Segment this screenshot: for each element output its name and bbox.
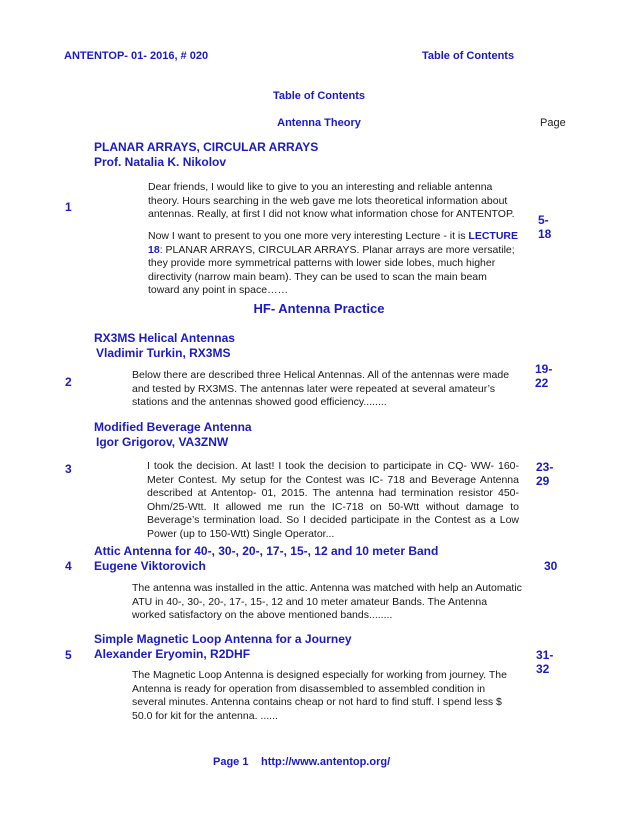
section-hf-practice: HF- Antenna Practice (253, 301, 385, 316)
entry-description: The Magnetic Loop Antenna is designed especially for working from journey. The Antenna is ready for operation from disassembled to assembled condition in several minutes. Antenna contains cheap or not hard to find stuff. I spend less $ 50.0 for kit for the antenna. ...... (132, 669, 507, 722)
entry-pages[interactable]: 19- 22 (535, 362, 553, 390)
header-section: Table of Contents (422, 50, 515, 62)
entry-title[interactable]: RX3MS Helical Antennas (94, 331, 235, 345)
entry-author: Alexander Eryomin, R2DHF (94, 647, 251, 661)
entry-description: The antenna was installed in the attic. Antenna was matched with help an Automatic ATU in 40-, 30-, 20-, 17-, 15-, 12 and 10 meter amateur Bands. The Antenna worked satisfactory on the above mentioned bands........ (132, 582, 522, 622)
footer-page-number: Page 1 (213, 756, 249, 768)
entry-author: Vladimir Turkin, RX3MS (96, 346, 231, 360)
entry-title[interactable]: Modified Beverage Antenna (94, 420, 252, 434)
toc-title: Table of Contents (272, 90, 366, 102)
entry-title[interactable]: Attic Antenna for 40-, 30-, 20-, 17-, 15-, 12 and 10 meter Band (94, 544, 439, 558)
header-issue: ANTENTOP- 01- 2016, # 020 (64, 50, 209, 62)
entry-title[interactable]: PLANAR ARRAYS, CIRCULAR ARRAYS (94, 140, 319, 154)
page-column-label: Page (540, 117, 566, 129)
entry-number: 5 (65, 648, 72, 662)
section-antenna-theory: Antenna Theory (277, 117, 361, 129)
entry-author: Eugene Viktorovich (94, 559, 206, 573)
footer-url-link[interactable]: http://www.antentop.org/ (261, 756, 391, 768)
entry-number: 2 (65, 375, 72, 389)
entry-number: 4 (65, 559, 72, 573)
entry-author: Prof. Natalia K. Nikolov (94, 155, 227, 169)
entry-description: Dear friends, I would like to give to you an interesting and reliable antenna theory. Hours searching in the web gave me lots theoretical information about antennas. Really, at first I did not know what information chose for ANTENTOP. (148, 181, 515, 221)
entry-description: I took the decision. At last! I took the decision to participate in CQ- WW- 160- Meter Contest. My setup for the Contest was IC- 718 and Beverage Antenna described at Antentop- 01, 2015. The antenna had termination resistor 450- Ohm/25-Wtt. It allowed me run the IC-718 on 50-Wtt without damage to Beverage’s termination load. So I decided participate in the Contest as a Low Power (up to 150-Wtt) Single Operator... (147, 460, 519, 540)
entry-number: 1 (65, 200, 72, 214)
entry-description-2 (148, 230, 520, 298)
entry-description-2-prefix: Now I want to present to you one more very interesting Lecture - it is (148, 230, 466, 242)
entry-title[interactable]: Simple Magnetic Loop Antenna for a Journey (94, 632, 352, 646)
entry-number: 3 (65, 462, 72, 476)
entry-description: Below there are described three Helical Antennas. All of the antennas were made and tested by RX3MS. The antennas later were repeated at several amateur’s stations and the antennas showed good efficiency........ (132, 369, 510, 409)
entry-pages[interactable]: 23- 29 (536, 460, 554, 488)
entry-pages[interactable]: 5- 18 (538, 213, 552, 241)
entry-description-2-suffix: : PLANAR ARRAYS, CIRCULAR ARRAYS. Planar arrays are more versatile; they provide more symmetrical patterns with lower side lobes, much higher directivity (narrow main beam). They can be used to scan the main beam toward any point in space…… (148, 243, 515, 297)
lecture-highlight: LECTURE 18 (148, 230, 518, 256)
entry-author: Igor Grigorov, VA3ZNW (96, 435, 229, 449)
entry-pages[interactable]: 31- 32 (536, 648, 554, 676)
entry-pages[interactable]: 30 (544, 559, 558, 573)
